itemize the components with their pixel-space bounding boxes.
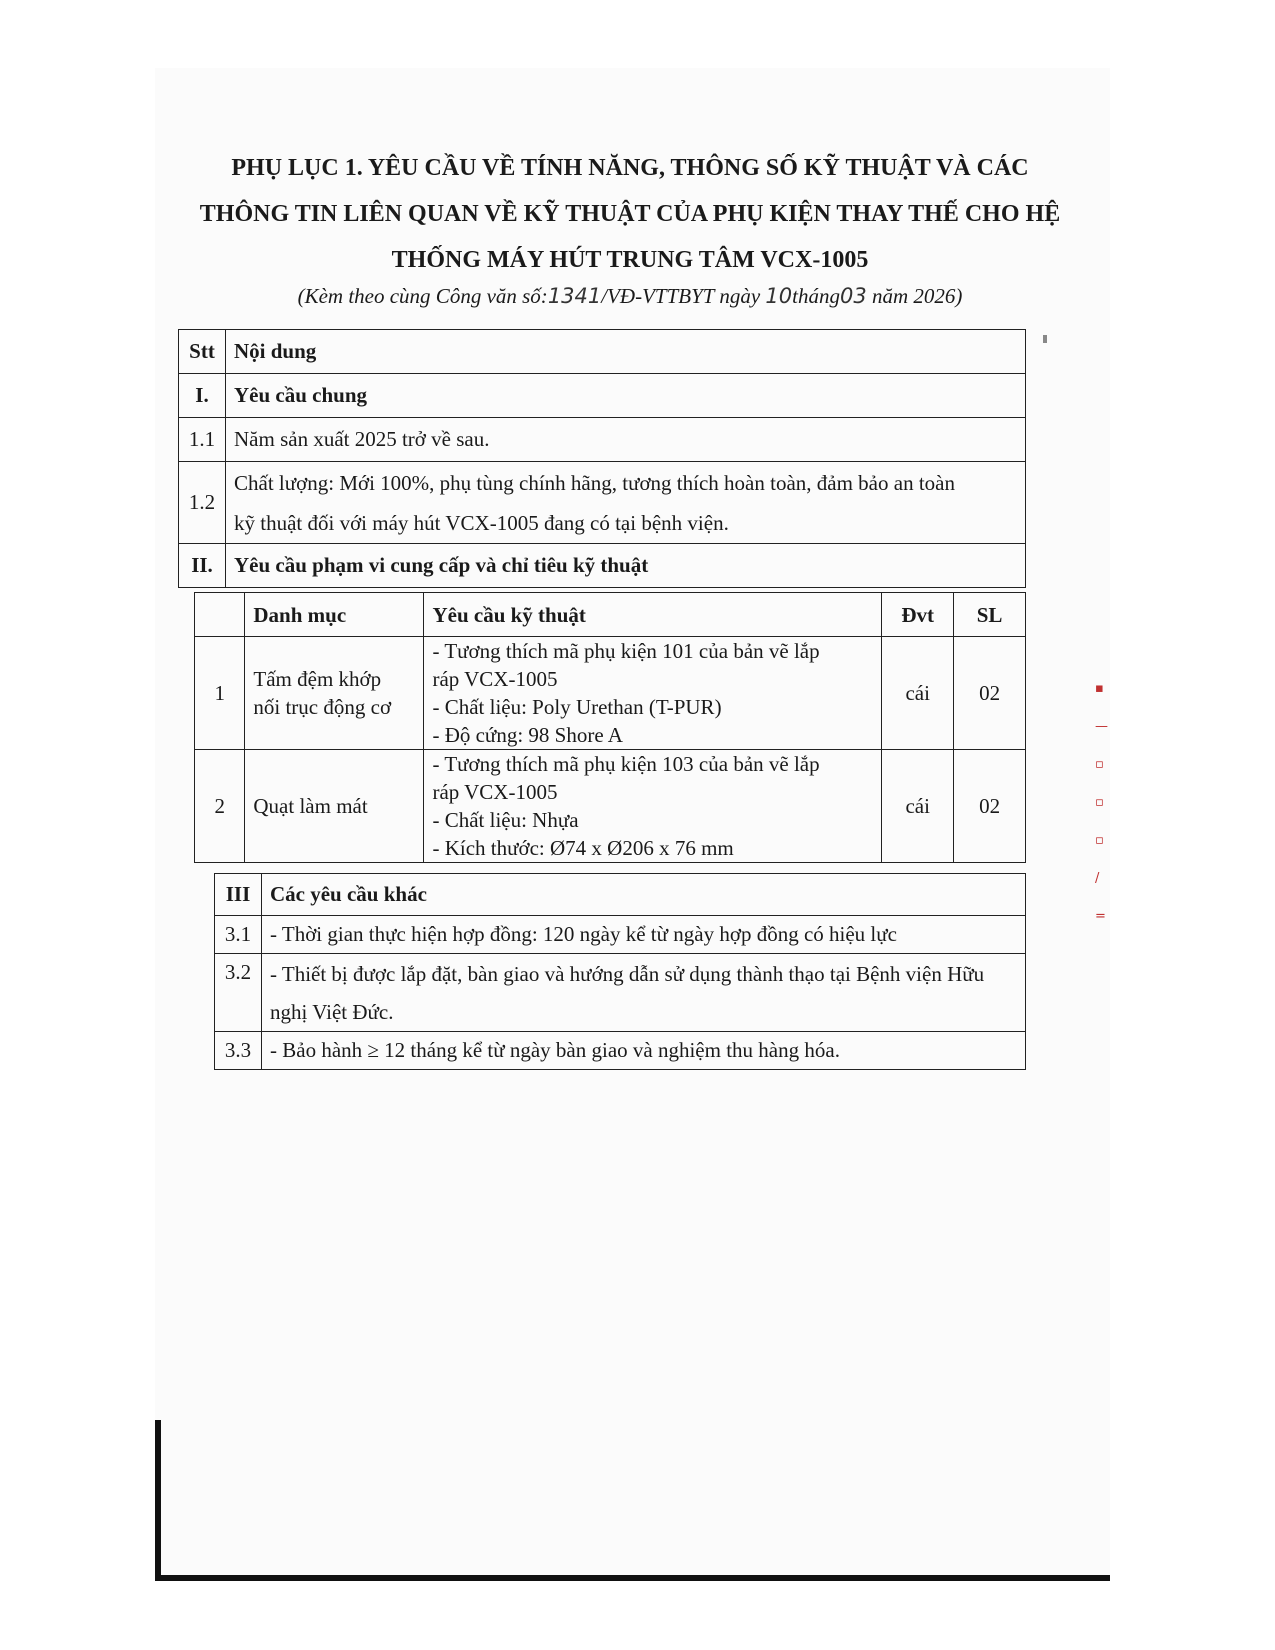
spec-line: - Chất liệu: Poly Urethan (T-PUR): [432, 695, 722, 719]
item-unit: cái: [882, 637, 954, 750]
section-label: Yêu cầu phạm vi cung cấp và chỉ tiêu kỹ thuật: [226, 544, 1026, 588]
table-row: [215, 916, 1026, 954]
table-row: [179, 462, 1026, 544]
handwritten-day: 10: [765, 284, 793, 308]
scan-edge-bottom: [155, 1575, 1110, 1581]
table-row: [179, 418, 1026, 462]
title-line-3: THỐNG MÁY HÚT TRUNG TÂM VCX-1005: [391, 247, 869, 273]
row-text: - Thời gian thực hiện hợp đồng: 120 ngày kể từ ngày hợp đồng có hiệu lực: [262, 916, 1026, 954]
subtitle-mid-2: tháng: [792, 284, 840, 308]
item-unit: cái: [882, 750, 954, 863]
subtitle-suffix: năm 2026): [871, 284, 963, 308]
spec-line: - Kích thước: Ø74 x Ø206 x 76 mm: [432, 836, 734, 860]
row-text-line: Chất lượng: Mới 100%, phụ tùng chính hãng, tương thích hoàn toàn, đảm bảo an toàn: [234, 470, 955, 495]
item-name-line: Tấm đệm khớp: [253, 667, 382, 691]
row-text: [262, 954, 1026, 1032]
table-row: [215, 1032, 1026, 1070]
section-label: Các yêu cầu khác: [262, 874, 1026, 916]
item-spec: [424, 637, 882, 750]
requirements-table: [178, 329, 1026, 588]
item-qty: 02: [954, 750, 1026, 863]
row-text-line: nghị Việt Đức.: [270, 999, 394, 1024]
row-stt: 1.1: [179, 418, 226, 462]
subtitle-prefix: (Kèm theo cùng Công văn số:: [297, 284, 548, 308]
section-row: [215, 874, 1026, 916]
title-line-1: PHỤ LỤC 1. YÊU CẦU VỀ TÍNH NĂNG, THÔNG SỐ KỸ THUẬT VÀ CÁC: [231, 155, 1029, 181]
item-name: [245, 750, 424, 863]
row-stt: 3.3: [215, 1032, 262, 1070]
document-subtitle: [160, 284, 1100, 309]
table-header-row: [179, 330, 1026, 374]
row-stt: 1.2: [179, 462, 226, 544]
scan-mark: [1043, 335, 1047, 343]
header-content: Nội dung: [226, 330, 1026, 374]
table-row: [215, 954, 1026, 1032]
item-name-line: Quạt làm mát: [253, 794, 368, 818]
title-line-2: THÔNG TIN LIÊN QUAN VỀ KỸ THUẬT CỦA PHỤ KIỆN THAY THẾ CHO HỆ: [199, 201, 1061, 227]
row-text: [226, 462, 1026, 544]
item-no: 2: [195, 750, 245, 863]
row-text-line: - Thiết bị được lắp đặt, bàn giao và hướng dẫn sử dụng thành thạo tại Bệnh viện Hữu: [270, 961, 985, 986]
items-table: [194, 592, 1026, 863]
handwritten-number: 1341: [547, 284, 602, 308]
table-row: [195, 750, 1026, 863]
other-requirements-table: [214, 873, 1026, 1070]
item-name-line: nối trục động cơ: [253, 695, 392, 719]
item-no: 1: [195, 637, 245, 750]
header-qty: SL: [954, 593, 1026, 637]
item-name: [245, 637, 424, 750]
header-unit: Đvt: [882, 593, 954, 637]
section-row: [179, 374, 1026, 418]
spec-line: - Chất liệu: Nhựa: [432, 808, 579, 832]
row-text: - Bảo hành ≥ 12 tháng kể từ ngày bàn giao và nghiệm thu hàng hóa.: [262, 1032, 1026, 1070]
table-row: [195, 637, 1026, 750]
bleed-through-stamp: ▪ — ▫ ▫ ▫ / =: [1095, 681, 1108, 924]
section-label: Yêu cầu chung: [226, 374, 1026, 418]
subtitle-mid-1: /VĐ-VTTBYT ngày: [601, 284, 761, 308]
section-stt: III: [215, 874, 262, 916]
header-stt: Stt: [179, 330, 226, 374]
item-qty: 02: [954, 637, 1026, 750]
row-stt: 3.2: [215, 954, 262, 1032]
section-stt: II.: [179, 544, 226, 588]
item-spec: [424, 750, 882, 863]
spec-line: - Tương thích mã phụ kiện 101 của bản vẽ lắp: [432, 639, 820, 663]
section-stt: I.: [179, 374, 226, 418]
header-no: [195, 593, 245, 637]
handwritten-month: 03: [839, 284, 867, 308]
row-text-line: kỹ thuật đối với máy hút VCX-1005 đang có tại bệnh viện.: [234, 510, 729, 535]
row-text: Năm sản xuất 2025 trở về sau.: [226, 418, 1026, 462]
spec-line: - Tương thích mã phụ kiện 103 của bản vẽ lắp: [432, 752, 820, 776]
document-title: [160, 145, 1100, 283]
items-header-row: [195, 593, 1026, 637]
row-stt: 3.1: [215, 916, 262, 954]
spec-line: ráp VCX-1005: [432, 667, 558, 691]
header-spec: Yêu cầu kỹ thuật: [424, 593, 882, 637]
scan-edge-left: [155, 1420, 161, 1580]
header-category: Danh mục: [245, 593, 424, 637]
spec-line: - Độ cứng: 98 Shore A: [432, 723, 623, 747]
spec-line: ráp VCX-1005: [432, 780, 558, 804]
section-row: [179, 544, 1026, 588]
